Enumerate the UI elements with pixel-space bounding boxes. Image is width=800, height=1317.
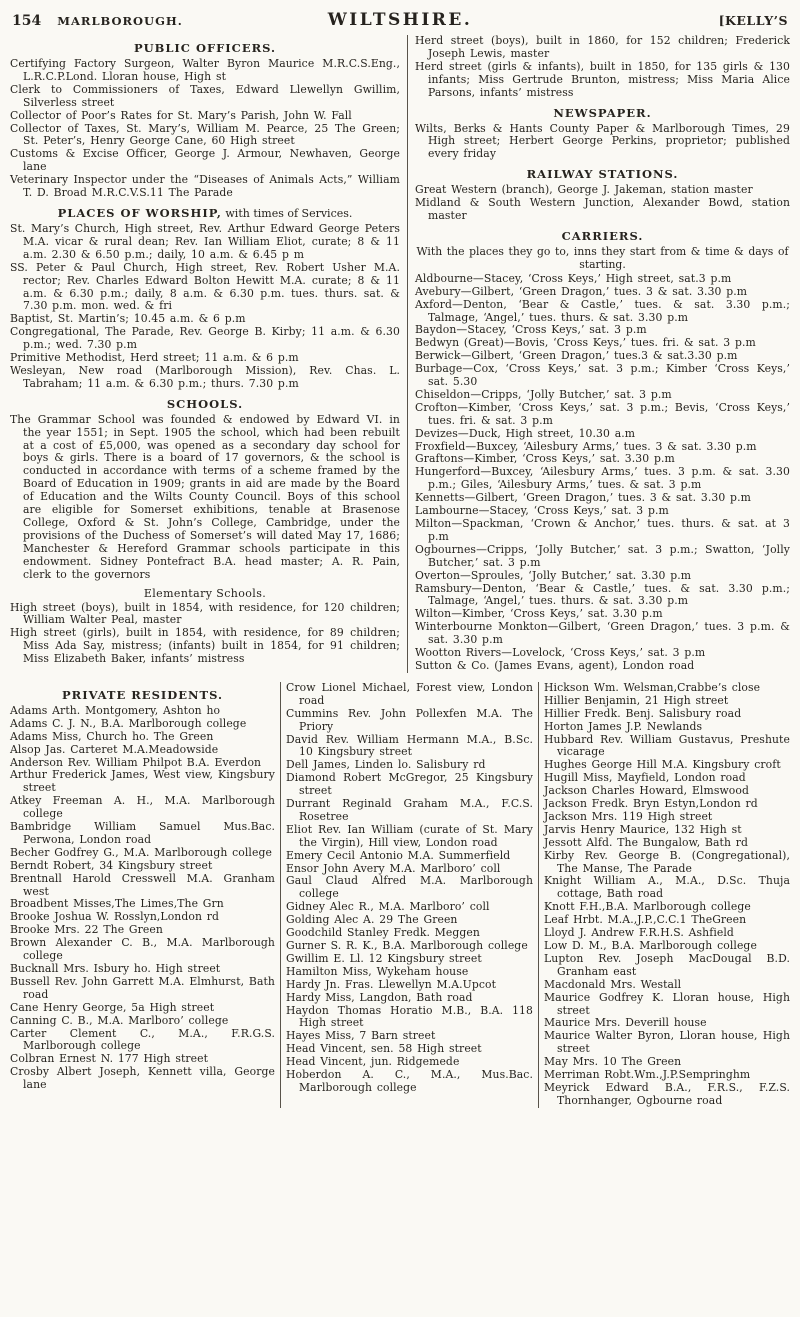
directory-entry: Diamond Robert McGregor, 25 Kingsbury street — [286, 771, 533, 798]
directory-entry: Hamilton Miss, Wykeham house — [286, 964, 469, 978]
section-heading-main: RAILWAY STATIONS. — [526, 167, 679, 182]
directory-entry: Hughes George Hill M.A. Kingsbury croft — [544, 758, 781, 772]
directory-entry: Crofton—Kimber, ‘Cross Keys,’ sat. 3 p.m.; Bevis, ‘Cross Keys,’ tues. fri. & sat. 3 p.m — [415, 400, 790, 427]
header-kellys-mark: [KELLY’S — [718, 13, 789, 28]
directory-entry: Axford—Denton, ‘Bear & Castle,’ tues. & sat. 3.30 p.m.; Talmage, ‘Angel,’ tues. thurs. & sat. 3.30 p.m — [415, 297, 790, 324]
directory-entry: Wesleyan, New road (Marlborough Mission), Rev. Chas. L. Tabraham; 11 a.m. & 6.30 p.m.; thurs. 7.30 p.m — [10, 363, 400, 390]
directory-entry: Canning C. B., M.A. Marlboro’ college — [10, 1013, 229, 1027]
directory-entry: Bedwyn (Great)—Bovis, ‘Cross Keys,’ tues. fri. & sat. 3 p.m — [415, 336, 756, 350]
directory-entry: Goodchild Stanley Fredk. Meggen — [286, 926, 480, 940]
directory-entry: Bussell Rev. John Garrett M.A. Elmhurst, Bath road — [10, 974, 275, 1001]
directory-entry: Jackson Charles Howard, Elmswood — [544, 784, 750, 798]
directory-entry: Hickson Wm. Welsman,Crabbe’s close — [544, 680, 761, 694]
directory-entry: Herd street (girls & infants), built in 1850, for 135 girls & 130 infants; Miss Gertrude Brunton, mistress; Miss Maria Alice Parsons, infants’ mistress — [415, 59, 790, 99]
directory-entry: Maurice Walter Byron, Lloran house, High street — [544, 1029, 790, 1056]
section-heading-main: PUBLIC OFFICERS. — [133, 41, 277, 55]
directory-entry: High street (boys), built in 1854, with residence, for 120 children; William Walter Peal, master — [10, 600, 400, 627]
section-heading-main: PLACES OF WORSHIP, — [57, 205, 222, 220]
directory-entry: Clerk to Commissioners of Taxes, Edward Llewellyn Gwillim, Silverless street — [10, 82, 400, 109]
directory-entry: Macdonald Mrs. Westall — [544, 977, 682, 991]
column-top-right — [407, 35, 790, 673]
directory-entry: Head Vincent, jun. Ridgemede — [286, 1055, 460, 1069]
section-heading-main: SCHOOLS. — [166, 396, 244, 411]
header-left — [12, 13, 271, 29]
directory-entry: Becher Godfrey G., M.A. Marlborough college — [10, 845, 272, 859]
directory-entry: Kennetts—Gilbert, ‘Green Dragon,’ tues. 3 & sat. 3.30 p.m — [415, 491, 751, 505]
directory-entry: Baptist, St. Martin’s; 10.45 a.m. & 6 p.m — [10, 312, 246, 326]
directory-entry: Crosby Albert Joseph, Kennett villa, George lane — [10, 1065, 275, 1092]
directory-entry: Carter Clement C., M.A., F.R.G.S. Marlborough college — [10, 1026, 275, 1053]
directory-entry: Knott F.H.,B.A. Marlborough college — [544, 900, 751, 914]
directory-entry: Kirby Rev. George B. (Congregational), The Manse, The Parade — [544, 848, 790, 875]
directory-entry: Wootton Rivers—Lovelock, ‘Cross Keys,’ sat. 3 p.m — [415, 646, 706, 660]
section-heading-main: PRIVATE RESIDENTS. — [62, 687, 223, 702]
directory-entry: Emery Cecil Antonio M.A. Summerfield — [286, 848, 511, 862]
directory-entry: Arthur Frederick James, West view, Kingsbury street — [10, 768, 275, 795]
directory-entry: Gwillim E. Ll. 12 Kingsbury street — [286, 951, 482, 965]
directory-entry: Wilts, Berks & Hants County Paper & Marlborough Times, 29 High street; Herbert George Perkins, proprietor; published every friday — [415, 121, 790, 161]
directory-entry: Milton—Spackman, ‘Crown & Anchor,’ tues. thurs. & sat. at 3 p.m — [415, 517, 790, 543]
directory-entry: Merriman Robt.Wm.,J.P.Sempringhm — [544, 1068, 751, 1082]
section-heading-main: CARRIERS. — [561, 228, 644, 243]
directory-entry: St. Mary’s Church, High street, Rev. Arthur Edward George Peters M.A. vicar & rural dean; Rev. Ian William Eliot, curate; 8 & 11 a.m. 2.30 & 6.50 p.m.; daily, 10 a.m. & 6.45 p m — [10, 221, 400, 261]
directory-entry: Durrant Reginald Graham M.A., F.C.S. Rosetree — [286, 797, 533, 823]
directory-entry: Hardy Jn. Fras. Llewellyn M.A.Upcot — [286, 977, 497, 991]
directory-entry: Colbran Ernest N. 177 High street — [10, 1052, 209, 1066]
directory-entry: Leaf Hrbt. M.A.,J.P.,C.C.1 TheGreen — [544, 913, 747, 927]
directory-entry: Alsop Jas. Carteret M.A.Meadowside — [10, 742, 219, 756]
directory-entry: Maurice Mrs. Deverill house — [544, 1016, 707, 1030]
directory-entry: Hillier Benjamin, 21 High street — [544, 693, 729, 707]
directory-entry: Hubbard Rev. William Gustavus, Preshute vicarage — [544, 732, 790, 759]
directory-entry: Brooke Mrs. 22 The Green — [10, 923, 163, 937]
directory-entry: Midland & South Western Junction, Alexander Bowd, station master — [415, 196, 790, 223]
directory-entry: Brown Alexander C. B., M.A. Marlborough college — [10, 936, 275, 963]
bottom-section — [10, 682, 790, 1108]
column-top-left — [10, 35, 407, 673]
directory-entry: Primitive Methodist, Herd street; 11 a.m. & 6 p.m — [10, 351, 299, 365]
directory-entry: Crow Lionel Michael, Forest view, London road — [286, 680, 533, 707]
directory-entry: Hoberdon A. C., M.A., Mus.Bac. Marlborough college — [286, 1068, 533, 1094]
directory-entry: Aldbourne—Stacey, ‘Cross Keys,’ High street, sat.3 p.m — [415, 271, 732, 285]
directory-entry: Gaul Claud Alfred M.A. Marlborough college — [286, 874, 533, 901]
directory-entry: SS. Peter & Paul Church, High street, Rev. Robert Usher M.A. rector; Rev. Charles Edward Bolton Hewitt M.A. curate; 8 & 11 a.m. & 6.30 p.m.; daily, 8 a.m. & 6.30 p.m. tues. thurs. sat. & 7.30 p.m. mon. wed. & fri — [10, 260, 400, 313]
column-bottom-left — [10, 682, 280, 1108]
header-county-title: WILTSHIRE. — [327, 10, 473, 30]
directory-entry: Bucknall Mrs. Isbury ho. High street — [10, 962, 221, 975]
directory-entry: Lambourne—Stacey, ‘Cross Keys,’ sat. 3 p.m — [415, 504, 669, 518]
directory-entry: Overton—Sproules, ‘Jolly Butcher,’ sat. 3.30 p.m — [415, 568, 692, 582]
column-bottom-right — [538, 682, 790, 1108]
directory-entry: Berwick—Gilbert, ‘Green Dragon,’ tues.3 & sat.3.30 p.m — [415, 349, 738, 363]
directory-entry: Berndt Robert, 34 Kingsbury street — [10, 858, 213, 872]
section-heading-rest: with times of Services. — [221, 206, 353, 220]
directory-entry: Froxfield—Buxcey, ‘Ailesbury Arms,’ tues. 3 & sat. 3.30 p.m — [415, 439, 757, 453]
directory-entry: Maurice Godfrey K. Lloran house, High street — [544, 990, 790, 1017]
directory-entry: Jarvis Henry Maurice, 132 High st — [544, 822, 742, 836]
section-heading — [10, 41, 400, 55]
directory-entry: Low D. M., B.A. Marlborough college — [544, 939, 757, 952]
directory-entry: Ensor John Avery M.A. Marlboro’ coll — [286, 861, 501, 875]
directory-entry: Collector of Poor’s Rates for St. Mary’s Parish, John W. Fall — [10, 108, 352, 122]
directory-entry: May Mrs. 10 The Green — [544, 1055, 682, 1069]
directory-entry: Horton James J.P. Newlands — [544, 719, 703, 733]
directory-entry: Broadbent Misses,The Limes,The Grn — [10, 897, 224, 911]
directory-entry: Lloyd J. Andrew F.R.H.S. Ashfield — [544, 926, 734, 940]
directory-entry: Gurner S. R. K., B.A. Marlborough college — [286, 939, 528, 952]
directory-entry: Atkey Freeman A. H., M.A. Marlborough college — [10, 794, 275, 821]
directory-entry: High street (girls), built in 1854, with residence, for 89 children; Miss Ada Say, mistress; (infants) built in 1854, for 91 children; Miss Elizabeth Baker, infants’ mistress — [10, 626, 400, 666]
directory-entry: Meyrick Edward B.A., F.R.S., F.Z.S. Thornhanger, Ogbourne road — [544, 1080, 790, 1107]
directory-entry: Winterbourne Monkton—Gilbert, ‘Green Dragon,’ tues. 3 p.m. & sat. 3.30 p.m — [415, 620, 790, 647]
directory-entry: Dell James, Linden lo. Salisbury rd — [286, 758, 486, 772]
directory-entry: Eliot Rev. Ian William (curate of St. Mary the Virgin), Hill view, London road — [286, 822, 533, 849]
directory-entry: David Rev. William Hermann M.A., B.Sc. 10 Kingsbury street — [286, 732, 533, 759]
directory-entry: Herd street (boys), built in 1860, for 152 children; Frederick Joseph Lewis, master — [415, 34, 790, 60]
section-subheading: Elementary Schools. — [143, 586, 267, 600]
directory-entry: Cane Henry George, 5a High street — [10, 1000, 215, 1014]
directory-entry: Adams Miss, Church ho. The Green — [10, 729, 214, 743]
page-number: 154 — [12, 13, 42, 29]
directory-entry: Ramsbury—Denton, ‘Bear & Castle,’ tues. & sat. 3.30 p.m.; Talmage, ‘Angel,’ tues. thurs. & sat. 3.30 p.m — [415, 581, 790, 608]
section-heading — [10, 688, 275, 702]
top-section — [10, 35, 790, 673]
directory-entry: Great Western (branch), George J. Jakeman, station master — [415, 183, 753, 197]
directory-entry: Haydon Thomas Horatio M.B., B.A. 118 High street — [286, 1003, 533, 1030]
directory-entry: Hardy Miss, Langdon, Bath road — [286, 990, 473, 1004]
directory-entry: Lupton Rev. Joseph MacDougal B.D. Granham east — [544, 951, 790, 978]
section-heading — [415, 167, 790, 181]
directory-entry: Graftons—Kimber, ‘Cross Keys,’ sat. 3.30 p.m — [415, 452, 675, 466]
directory-entry: Hungerford—Buxcey, ‘Ailesbury Arms,’ tues. 3 p.m. & sat. 3.30 p.m.; Giles, ‘Ailesbury Arms,’ tues. & sat. 3 p.m — [415, 465, 790, 492]
directory-entry: Jackson Mrs. 119 High street — [544, 809, 713, 823]
directory-entry: Golding Alec A. 29 The Green — [286, 913, 458, 927]
directory-entry: Anderson Rev. William Philpot B.A. Everdon — [10, 755, 262, 769]
directory-entry: Hayes Miss, 7 Barn street — [286, 1029, 436, 1043]
section-heading — [10, 206, 400, 220]
directory-entry: Chiseldon—Cripps, ‘Jolly Butcher,’ sat. 3 p.m — [415, 387, 672, 401]
directory-entry: Hillier Fredk. Benj. Salisbury road — [544, 706, 742, 720]
directory-entry: Certifying Factory Surgeon, Walter Byron Maurice M.R.C.S.Eng., L.R.C.P.Lond. Lloran house, High st — [10, 57, 400, 83]
directory-entry: Gidney Alec R., M.A. Marlboro’ coll — [286, 900, 490, 914]
directory-entry: Hugill Miss, Mayfield, London road — [544, 771, 746, 785]
directory-entry: Devizes—Duck, High street, 10.30 a.m — [415, 426, 636, 440]
directory-entry: Brooke Joshua W. Rosslyn,London rd — [10, 910, 220, 924]
directory-entry: Jessott Alfd. The Bungalow, Bath rd — [544, 835, 749, 849]
directory-entry: Cummins Rev. John Pollexfen M.A. The Priory — [286, 706, 533, 733]
section-heading-main: NEWSPAPER. — [553, 105, 652, 120]
directory-entry: Wilton—Kimber, ‘Cross Keys,’ sat. 3.30 p.m — [415, 607, 663, 621]
directory-entry: Baydon—Stacey, ‘Cross Keys,’ sat. 3 p.m — [415, 323, 647, 337]
directory-entry: Congregational, The Parade, Rev. George B. Kirby; 11 a.m. & 6.30 p.m.; wed. 7.30 p.m — [10, 325, 400, 352]
section-heading — [415, 106, 790, 120]
directory-entry: Brentnall Harold Cresswell M.A. Granham west — [10, 871, 275, 898]
directory-entry: Knight William A., M.A., D.Sc. Thuja cottage, Bath road — [544, 874, 790, 901]
directory-entry: Burbage—Cox, ‘Cross Keys,’ sat. 3 p.m.; Kimber ‘Cross Keys,’ sat. 5.30 — [415, 362, 790, 389]
directory-entry: Head Vincent, sen. 58 High street — [286, 1042, 482, 1056]
directory-entry: Jackson Fredk. Bryn Estyn,London rd — [544, 797, 758, 811]
directory-entry: The Grammar School was founded & endowed by Edward VI. in the year 1551; in Sept. 1905 the school, which had been rebuilt at a cost of £5,000, was opened as a secondary day school for boys & girls. There is a board of 17 governors, & the school is conducted in accordance with terms of a scheme framed by the Board of Education in 1909; grants in aid are made by the Board of Education and the Wilts County Council. Boys of this school are eligible for Somerset exhibitions, tenable at Brasenose College, Oxford & St. John’s College, Cambridge, under the provisions of the Duchess of Somerset’s will dated May 17, 1686; Manchester & Hereford Grammar schools participate in this endowment. Sidney Pontefract B.A. head master; A. R. Pain, clerk to the governors — [10, 412, 400, 581]
section-heading — [10, 397, 400, 411]
directory-entry: Customs & Excise Officer, George J. Armour, Newhaven, George lane — [10, 147, 400, 174]
directory-entry: Adams Arth. Montgomery, Ashton ho — [10, 703, 221, 717]
directory-entry: Veterinary Inspector under the “Diseases of Animals Acts,” William T. D. Broad M.R.C.V.S.11 The Parade — [10, 173, 400, 200]
directory-entry: Collector of Taxes, St. Mary’s, William M. Pearce, 25 The Green; St. Peter’s, Henry George Cane, 60 High street — [10, 121, 400, 148]
directory-entry: Adams C. J. N., B.A. Marlborough college — [10, 716, 247, 730]
column-bottom-middle — [280, 682, 538, 1108]
section-intro: With the places they go to, inns they start from & time & days of starting. — [416, 244, 789, 271]
section-heading — [415, 229, 790, 243]
page-header — [10, 8, 790, 35]
directory-entry: Avebury—Gilbert, ‘Green Dragon,’ tues. 3 & sat. 3.30 p.m — [415, 284, 748, 298]
directory-entry: Sutton & Co. (James Evans, agent), London road — [415, 658, 695, 672]
directory-entry: Bambridge William Samuel Mus.Bac. Perwona, London road — [10, 820, 275, 846]
directory-entry: Ogbournes—Cripps, ‘Jolly Butcher,’ sat. 3 p.m.; Swatton, ‘Jolly Butcher,’ sat. 3 p.m — [415, 542, 790, 569]
header-town-title: MARLBOROUGH. — [57, 14, 183, 28]
